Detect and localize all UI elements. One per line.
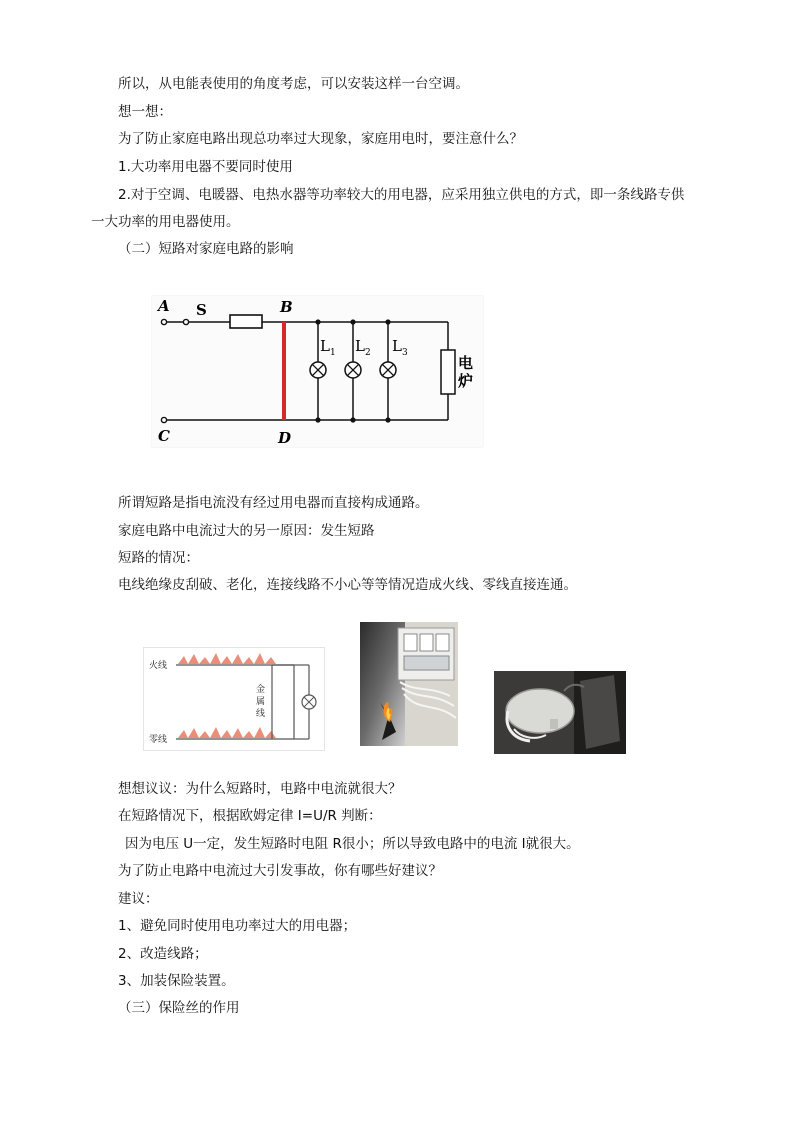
paragraph-tip-2b: 一大功率的用电器使用。 bbox=[91, 214, 240, 230]
paragraph-reason: 因为电压 U一定，发生短路时电阻 R很小；所以导致电路中的电流 I就很大。 bbox=[125, 836, 580, 852]
label-a: A bbox=[158, 297, 170, 315]
label-s: S bbox=[196, 301, 207, 319]
short-circuit-svg bbox=[144, 648, 324, 750]
burnt-panel-illustration bbox=[360, 622, 458, 746]
paragraph-definition: 所谓短路是指电流没有经过用电器而直接构成通路。 bbox=[118, 495, 429, 511]
metal-wire-label-1: 金 bbox=[256, 685, 266, 695]
paragraph-case-detail: 电线绝缘皮刮破、老化，连接线路不小心等等情况造成火线、零线直接连通。 bbox=[118, 577, 577, 593]
circuit-svg bbox=[152, 296, 483, 447]
paragraph-ohm-law: 在短路情况下，根据欧姆定律 I=U/R 判断： bbox=[118, 808, 382, 824]
furnace-label-1: 电 bbox=[458, 354, 474, 372]
lamp-branch-1 bbox=[310, 319, 326, 422]
paragraph-suggestion-heading: 建议： bbox=[118, 891, 159, 907]
paragraph-cases: 短路的情况： bbox=[118, 550, 199, 566]
paragraph-conclusion: 所以，从电能表使用的角度考虑，可以安装这样一台空调。 bbox=[118, 76, 469, 92]
label-d: D bbox=[278, 429, 292, 447]
photo-burnt-panel bbox=[360, 622, 458, 746]
metal-wire-label-3: 线 bbox=[256, 709, 266, 719]
lamp-branch-2 bbox=[345, 319, 361, 422]
terminal-c bbox=[161, 417, 166, 422]
lamp-branch-3 bbox=[380, 319, 396, 422]
paragraph-tip-2a: 2.对于空调、电暖器、电热水器等功率较大的用电器，应采用独立供电的方式，即一条线路专供 bbox=[118, 187, 685, 203]
terminal-a bbox=[161, 319, 166, 324]
paragraph-think: 想一想： bbox=[118, 104, 172, 120]
paragraph-discuss: 想想议议：为什么短路时，电路中电流就很大？ bbox=[118, 781, 402, 797]
label-b: B bbox=[280, 298, 293, 316]
live-wire-label: 火线 bbox=[149, 661, 168, 671]
fuse bbox=[230, 315, 262, 328]
furnace-label-2: 炉 bbox=[458, 372, 474, 390]
suggestion-2: 2、改造线路； bbox=[118, 946, 208, 962]
paragraph-suggestion-question: 为了防止电路中电流过大引发事故，你有哪些好建议？ bbox=[118, 863, 442, 879]
short-circuit-diagram bbox=[143, 647, 325, 751]
lamp-l1-label: $L_1$ bbox=[320, 337, 336, 358]
furnace-branch bbox=[441, 322, 455, 420]
suggestion-1: 1、避免同时使用电功率过大的用电器； bbox=[118, 918, 357, 934]
circuit-diagram bbox=[152, 296, 483, 447]
section-heading-short-circuit: （二）短路对家庭电路的影响 bbox=[118, 241, 294, 257]
section-heading-fuse: （三）保险丝的作用 bbox=[118, 1000, 240, 1016]
paragraph-cause: 家庭电路中电流过大的另一原因：发生短路 bbox=[118, 523, 375, 539]
photo-burnt-appliance bbox=[494, 671, 626, 754]
live-wire-flames bbox=[178, 653, 276, 664]
metal-wire-label-2: 属 bbox=[256, 697, 266, 707]
neutral-wire-flames bbox=[178, 727, 276, 738]
paragraph-question: 为了防止家庭电路出现总功率过大现象，家庭用电时，要注意什么？ bbox=[118, 131, 523, 147]
paragraph-tip-1: 1.大功率用电器不要同时使用 bbox=[118, 159, 293, 175]
lamp-l3-label: $L_3$ bbox=[392, 337, 408, 358]
neutral-wire-label: 零线 bbox=[149, 735, 168, 745]
furnace-resistor bbox=[441, 350, 455, 394]
burnt-appliance-illustration bbox=[494, 671, 626, 754]
switch-s bbox=[183, 319, 188, 324]
label-c: C bbox=[158, 427, 170, 445]
lamp-l2-label: $L_2$ bbox=[355, 337, 371, 358]
suggestion-3: 3、加装保险装置。 bbox=[118, 973, 235, 989]
